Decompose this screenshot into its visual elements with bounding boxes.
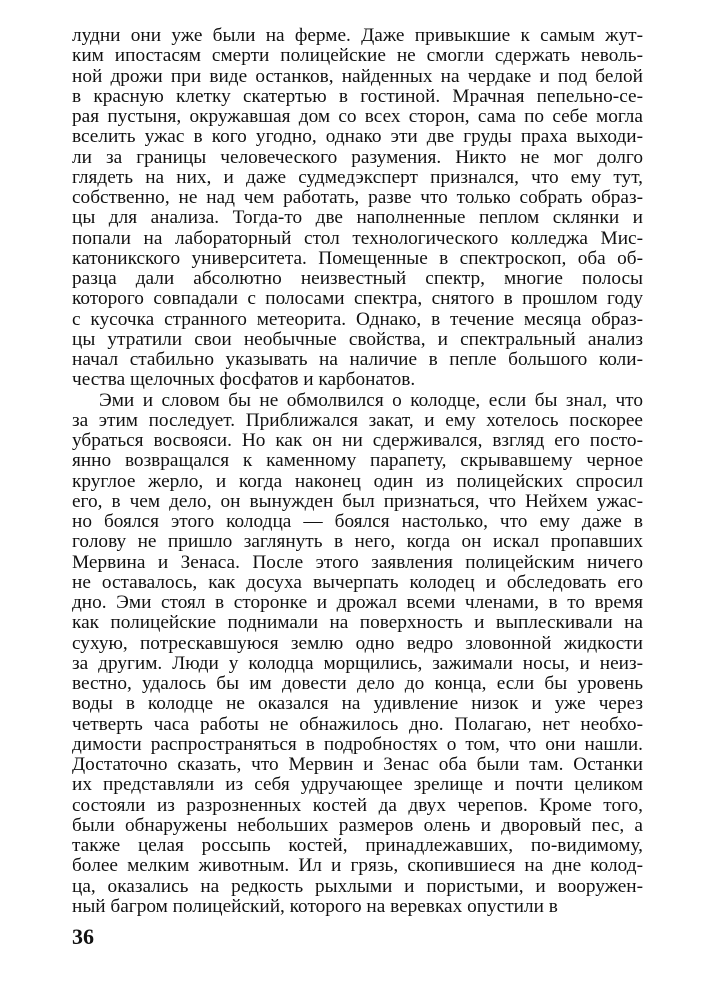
- text-line: чества щелочных фосфатов и карбонатов.: [72, 370, 416, 391]
- text-line: Эми и словом бы не обмолвился о колодце, если бы знал, что: [99, 390, 643, 411]
- text-line: рая пустыня, окружавшая дом со всех сторон, сама по себе могла: [72, 107, 643, 127]
- text-line: янно возвращался к каменному парапету, скрывавшему черное: [72, 451, 643, 472]
- text-line: также целая россыпь костей, принадлежавших, по-видимому,: [72, 836, 643, 856]
- text-line: сухую, потрескавшуюся землю одно ведро зловонной жидкости: [72, 633, 643, 654]
- text-line: за этим последует. Приближался закат, и ему хотелось поскорее: [72, 410, 643, 431]
- text-line: четверть часа работы не обнажилось дно. Полагаю, нет необхо-: [72, 714, 643, 735]
- text-line: димости распространяться в подробностях о том, что они нашли.: [72, 734, 643, 755]
- paragraph: [72, 391, 643, 918]
- text-line: цы для анализа. Тогда-то две наполненные пеплом склянки и: [72, 208, 643, 229]
- text-line: их представляли из себя удручающее зрелище и почти целиком: [72, 775, 643, 796]
- text-line: Мервина и Зенаса. После этого заявления полицейским ничего: [72, 552, 643, 573]
- text-line: ким ипостасям смерти полицейские не смогли сдержать неволь-: [72, 46, 643, 67]
- body-text: [72, 26, 643, 917]
- text-line: убраться восвояси. Но как он ни сдерживался, взгляд его посто-: [72, 431, 643, 451]
- text-line: были обнаружены небольших размеров олень и дворовый пес, а: [72, 815, 643, 836]
- text-line: попали на лабораторный стол технологического колледжа Мис-: [72, 228, 643, 249]
- text-line: вестно, удалось бы им довести дело до конца, если бы уровень: [72, 674, 643, 694]
- text-line: катоникского университета. Помещенные в спектроскоп, оба об-: [72, 248, 643, 269]
- text-line: но боялся этого колодца — боялся настолько, что ему даже в: [72, 512, 643, 532]
- text-line: ный багром полицейский, которого на веревках опустили в: [72, 896, 558, 917]
- text-line: в красную клетку скатертью в гостиной. Мрачная пепельно-се-: [72, 86, 643, 107]
- text-line: Достаточно сказать, что Мервин и Зенас оба были там. Останки: [72, 755, 643, 775]
- text-line: ной дрожи при виде останков, найденных на чердаке и под белой: [72, 66, 643, 87]
- text-line: разца дали абсолютно неизвестный спектр, многие полосы: [72, 269, 643, 289]
- text-line: дно. Эми стоял в сторонке и дрожал всеми членами, в то время: [72, 593, 643, 613]
- text-line: которого совпадали с полосами спектра, снятого в прошлом году: [72, 289, 643, 310]
- text-line: ли за границы человеческого разумения. Никто не мог долго: [72, 147, 643, 168]
- text-line: голову не пришло заглянуть в него, когда он искал пропавших: [72, 532, 643, 553]
- text-line: глядеть на них, и даже судмедэксперт признался, что ему тут,: [72, 167, 643, 188]
- text-line: более мелким животным. Ил и грязь, скопившиеся на дне колод-: [72, 856, 643, 877]
- text-line: как полицейские поднимали на поверхность и выплескивали на: [72, 613, 643, 634]
- text-line: его, в чем дело, он вынужден был признаться, что Нейхем ужас-: [72, 491, 643, 512]
- text-line: начал стабильно указывать на наличие в пепле большого коли-: [72, 350, 643, 370]
- text-line: за другим. Люди у колодца морщились, зажимали носы, и неиз-: [72, 653, 643, 674]
- text-line: лудни они уже были на ферме. Даже привыкшие к самым жут-: [72, 26, 643, 46]
- text-line: состояли из разрозненных костей да двух черепов. Кроме того,: [72, 795, 643, 816]
- text-line: с кусочка странного метеорита. Однако, в течение месяца образ-: [72, 309, 643, 330]
- text-line: воды в колодце не оказался на удивление низок и уже через: [72, 694, 643, 715]
- paragraph: [72, 26, 643, 391]
- text-line: ца, оказались на редкость рыхлыми и пористыми, и вооружен-: [72, 876, 643, 897]
- page-number: 36: [72, 924, 94, 949]
- text-line: не оставалось, как досуха вычерпать колодец и обследовать его: [72, 572, 643, 593]
- text-line: цы утратили свои необычные свойства, и спектральный анализ: [72, 329, 643, 350]
- text-line: вселить ужас в кого угодно, однако эти две груды праха выходи-: [72, 127, 643, 148]
- text-line: круглое жерло, и когда наконец один из полицейских спросил: [72, 471, 643, 492]
- text-line: собственно, не над чем работать, разве что только собрать образ-: [72, 188, 643, 208]
